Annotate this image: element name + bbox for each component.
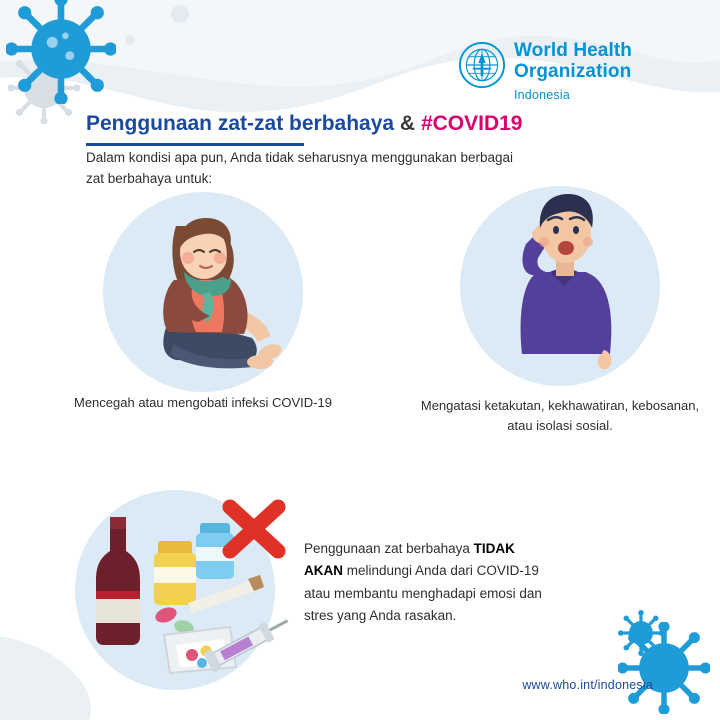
who-emblem-icon [459, 42, 505, 88]
virus-blue-topleft-icon [6, 0, 116, 104]
body-text [304, 538, 544, 627]
caption-2: Mengatasi ketakutan, kekhawatiran, kebosanan, atau isolasi sosial. [420, 398, 700, 433]
who-logo-line2: Organization [513, 61, 632, 83]
who-logo-line1: World Health [513, 40, 632, 61]
body-text-bold: TIDAK AKAN [304, 541, 515, 579]
caption-1: Mencegah atau mengobati infeksi COVID-19 [74, 395, 332, 410]
substances-crossed-out-illustration [80, 495, 295, 680]
page-title-hashtag: #COVID19 [420, 112, 523, 135]
worried-man-illustration [478, 168, 653, 393]
page-title-main: Penggunaan zat-zat berbahaya [86, 112, 395, 135]
page-title [86, 112, 522, 136]
website-link[interactable]: www.who.int/indonesia [522, 678, 653, 692]
who-logo-text [514, 40, 632, 102]
who-logo [459, 40, 632, 102]
who-logo-country: Indonesia [513, 87, 570, 102]
intro-text: Dalam kondisi apa pun, Anda tidak seharusnya menggunakan berbagai zat berbahaya untuk: [86, 150, 514, 186]
page-title-amp: & [399, 112, 416, 135]
title-underline [86, 143, 304, 146]
sick-woman-illustration [118, 196, 293, 381]
body-text-before: Penggunaan zat berbahaya [304, 541, 474, 556]
body-text-after: melindungi Anda dari COVID-19 atau membantu menghadapi emosi dan stres yang Anda rasakan. [304, 563, 542, 623]
virus-blue-small-icon [618, 610, 664, 656]
